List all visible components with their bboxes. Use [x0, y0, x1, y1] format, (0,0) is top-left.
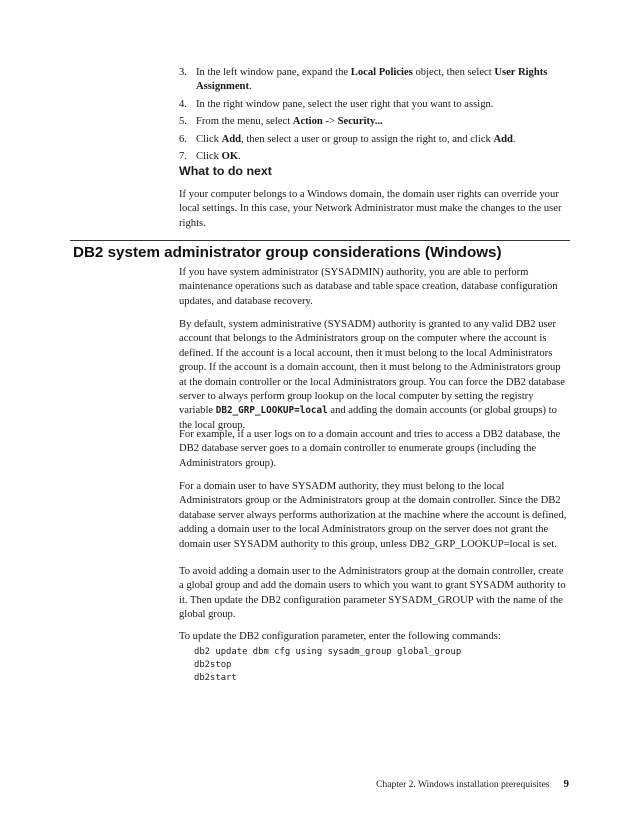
step-7: 7. Click OK. — [179, 150, 569, 164]
what-to-do-next-heading: What to do next — [179, 164, 272, 178]
step-number: 4. — [179, 98, 187, 110]
section-title: DB2 system administrator group considerations (Windows) — [73, 244, 502, 261]
steps-block — [179, 66, 569, 167]
step-4: 4. In the right window pane, select the user right that you want to assign. — [179, 98, 569, 112]
section-divider — [70, 240, 570, 241]
step-3: 3. In the left window pane, expand the Local Policies object, then select User Rights Assignment. — [179, 67, 548, 93]
step-5: 5. From the menu, select Action -> Security... — [179, 115, 569, 129]
paragraph-example: For example, if a user logs on to a domain account and tries to access a DB2 database, the DB2 database server goes to a domain controller to enumerate groups (including the Administrators group). — [179, 429, 561, 469]
paragraph-domain-user: For a domain user to have SYSADM authority, they must belong to the local Administrators group or the Administrators group at the domain controller. Since the DB2 database server always performs authorization at the machine where the account is defined, adding a domain user to the local Administrators group on the server does not grant the domain user SYSADM authority to this group, unless DB2_GRP_LOOKUP=local is set. — [179, 481, 567, 550]
step-number: 6. — [179, 133, 187, 145]
page-number: 9 — [563, 778, 569, 790]
step-number: 7. — [179, 151, 187, 163]
paragraph-default-authority: By default, system administrative (SYSADM) authority is granted to any valid DB2 user account that belongs to the Administrators group on the computer where the account is defined. If the account is a local account, then it must belong to the local Administrators group. If the account is a domain account, then it must belong to the Administrators group at the domain controller or the local Administrators group. You can force the DB2 database server to always perform group lookup on the local computer by setting the registry variable DB2_GRP_LOOKUP=local and adding the domain accounts (or global groups) to the local group. — [179, 319, 565, 431]
paragraph-update-instructions: To update the DB2 configuration parameter, enter the following commands: — [179, 631, 501, 642]
step-number: 3. — [179, 67, 187, 78]
steps-list — [179, 66, 569, 164]
paragraph-global-group: To avoid adding a domain user to the Administrators group at the domain controller, create a global group and add the domain users to which you want to grant SYSADM authority to it. Then update the DB2 configuration parameter SYSADM_GROUP with the name of the global group. — [179, 566, 566, 621]
page-footer — [376, 778, 569, 790]
what-to-do-next-text: If your computer belongs to a Windows domain, the domain user rights can override your local settings. In this case, your Network Administrator must make the changes to the user rights. — [179, 189, 562, 229]
chapter-title: Chapter 2. Windows installation prerequisites — [376, 780, 550, 790]
step-6: 6. Click Add, then select a user or group to assign the right to, and click Add. — [179, 133, 569, 147]
registry-variable: DB2_GRP_LOOKUP=local — [215, 405, 328, 417]
step-number: 5. — [179, 116, 187, 128]
paragraph-sysadmin-authority: If you have system administrator (SYSADMIN) authority, you are able to perform maintenance operations such as database and table space creation, database configuration updates, and database recovery. — [179, 267, 558, 307]
code-block: db2 update dbm cfg using sysadm_group global_group db2stop db2start — [194, 647, 462, 683]
